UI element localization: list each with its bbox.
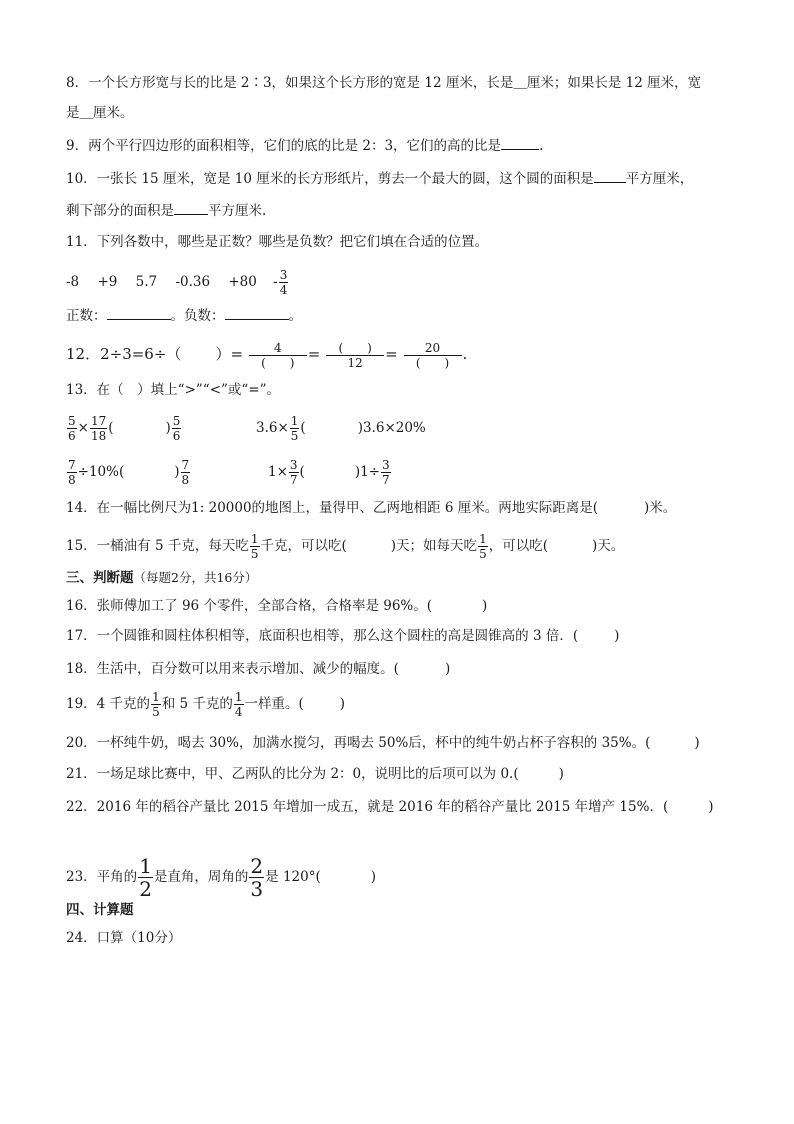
question-17 bbox=[66, 626, 764, 646]
question-21-text: 21．一场足球比赛中，甲、乙两队的比分为 2：0，说明比的后项可以为 0.( bbox=[66, 766, 519, 782]
fraction: $\frac{7}{8}$ bbox=[181, 458, 190, 487]
fraction: $\frac{5}{6}$ bbox=[68, 414, 76, 443]
expression-left: 3.6× bbox=[256, 420, 289, 436]
answer-paren-close: ) bbox=[174, 464, 180, 480]
answer-paren-close: ) bbox=[444, 661, 451, 677]
fraction: $\frac{( )}{12}$ bbox=[326, 342, 384, 369]
question-9 bbox=[66, 135, 764, 156]
question-11-answer bbox=[66, 305, 764, 326]
compare-a bbox=[66, 408, 182, 448]
question-23-text-a: 23．平角的 bbox=[66, 869, 138, 885]
question-15-text-b: 千克，可以吃( bbox=[260, 538, 347, 554]
question-19-text-a: 19．4 千克的 bbox=[66, 696, 151, 712]
question-11-numbers bbox=[66, 264, 764, 300]
question-20-text: 20．一杯纯牛奶，喝去 30%，加满水搅匀，再喝去 50%后，杯中的纯牛奶占杯子容积的 35%。( bbox=[66, 735, 651, 751]
answer-paren-close: ) bbox=[614, 628, 620, 644]
question-14-text: 14．在一幅比例尺为1: 20000的地图上，量得甲、乙两地相距 6 厘米。两地实际距离是( bbox=[66, 500, 598, 516]
question-8-line2: 是＿厘米。 bbox=[66, 105, 134, 121]
fraction: $\frac{5}{6}$ bbox=[172, 414, 181, 443]
question-12-end: . bbox=[462, 345, 468, 363]
fraction: $\frac{20}{( )}$ bbox=[404, 342, 462, 369]
answer-paren-close: ) bbox=[708, 799, 714, 815]
answer-paren-close: ) bbox=[165, 420, 171, 436]
equals-sign: = bbox=[385, 345, 398, 363]
question-10-text-a: 10．一张长 15 厘米，宽是 10 厘米的长方形纸片，剪去一个最大的圆，这个圆的面积是 bbox=[66, 171, 594, 187]
question-24-text: 24．口算（10分） bbox=[66, 930, 182, 946]
negative-answer-blank[interactable] bbox=[225, 305, 289, 320]
fraction: $\frac{7}{8}$ bbox=[68, 458, 76, 487]
positive-answer-blank[interactable] bbox=[107, 305, 171, 320]
compare-b bbox=[256, 408, 426, 448]
question-8-cont bbox=[66, 103, 764, 123]
answer-paren-close: ) bbox=[482, 598, 488, 614]
question-8 bbox=[66, 73, 764, 93]
negative-label: 。负数： bbox=[170, 308, 225, 324]
answer-paren-close: ) bbox=[558, 766, 564, 782]
question-12-prefix: 12．2÷3=6÷（ bbox=[66, 345, 182, 363]
question-15-text-c: )天；如每天吃 bbox=[390, 538, 478, 554]
question-20 bbox=[66, 733, 764, 753]
section-4-heading bbox=[66, 900, 764, 920]
question-10-text-c: 剩下部分的面积是 bbox=[66, 203, 174, 219]
question-14-end: )米。 bbox=[644, 500, 677, 516]
section-note: （每题2分，共16分） bbox=[133, 570, 258, 585]
positive-label: 正数： bbox=[66, 308, 107, 324]
fraction: $\frac{1}{4}$ bbox=[234, 690, 243, 719]
question-8-line1: 8．一个长方形宽与长的比是 2∶3，如果这个长方形的宽是 12 厘米，长是＿厘米；如果长是 12 厘米，宽 bbox=[66, 75, 702, 91]
question-16 bbox=[66, 596, 764, 616]
fraction: $\frac{1}{5}$ bbox=[152, 690, 160, 719]
number-item: +80 bbox=[228, 274, 257, 290]
question-11 bbox=[66, 232, 764, 252]
question-14 bbox=[66, 498, 764, 518]
compare-d bbox=[268, 452, 392, 492]
number-item: 5.7 bbox=[135, 274, 158, 290]
expression-right: )1÷ bbox=[354, 464, 380, 480]
question-17-text: 17．一个圆锥和圆柱体积相等，底面积也相等，那么这个圆柱的高是圆锥高的 3 倍．( bbox=[66, 628, 579, 644]
fraction: $\frac{2}{3}$ bbox=[250, 854, 264, 901]
equals-sign: = bbox=[307, 345, 321, 363]
question-10-text-d: 平方厘米. bbox=[208, 203, 267, 219]
question-18 bbox=[66, 659, 764, 679]
answer-blank[interactable] bbox=[174, 200, 208, 215]
question-15-text-e: )天。 bbox=[591, 538, 625, 554]
question-15 bbox=[66, 528, 764, 564]
answer-blank[interactable] bbox=[594, 168, 626, 183]
number-item: -8 bbox=[66, 274, 80, 290]
question-21 bbox=[66, 764, 764, 784]
answer-paren-close: ) bbox=[370, 869, 377, 885]
question-22 bbox=[66, 797, 764, 817]
fraction: $\frac{3}{4}$ bbox=[279, 268, 288, 297]
question-18-text: 18．生活中，百分数可以用来表示增加、减少的幅度。( bbox=[66, 661, 399, 677]
answer-paren-open: ( bbox=[299, 464, 305, 480]
question-11-end: 。 bbox=[288, 308, 302, 324]
section-3-heading bbox=[66, 568, 764, 588]
question-15-text-d: ，可以吃( bbox=[488, 538, 548, 554]
section-title: 三、判断题 bbox=[66, 570, 134, 586]
compare-c bbox=[66, 452, 191, 492]
question-9-text: 9．两个平行四边形的面积相等，它们的底的比是 2：3，它们的高的比是 bbox=[66, 138, 502, 154]
question-22-text: 22．2016 年的稻谷产量比 2015 年增加一成五，就是 2016 年的稻谷产量比 2015 年增产 15%．( bbox=[66, 799, 669, 815]
number-item: +9 bbox=[97, 274, 118, 290]
question-13-prompt: 13．在（ ）填上“>”“<”或“=”。 bbox=[66, 382, 281, 398]
question-13 bbox=[66, 380, 764, 400]
question-16-text: 16．张师傅加工了 96 个零件，全部合格，合格率是 96%。( bbox=[66, 598, 433, 614]
expression-right: )3.6×20% bbox=[357, 420, 426, 436]
number-item-sign: - bbox=[273, 274, 278, 290]
expression-mid: ÷10%( bbox=[77, 464, 125, 480]
answer-paren-close: ) bbox=[694, 735, 700, 751]
answer-paren-close: ) bbox=[339, 696, 346, 712]
fraction: $\frac{17}{18}$ bbox=[90, 414, 107, 443]
number-item: -0.36 bbox=[175, 274, 211, 290]
fraction: $\frac{3}{7}$ bbox=[382, 458, 390, 487]
question-19 bbox=[66, 686, 764, 722]
fraction: $\frac{4}{( )}$ bbox=[249, 342, 307, 369]
question-12 bbox=[66, 334, 764, 374]
fraction: $\frac{1}{5}$ bbox=[290, 414, 299, 443]
question-10 bbox=[66, 168, 764, 189]
question-11-prompt: 11．下列各数中，哪些是正数？哪些是负数？把它们填在合适的位置。 bbox=[66, 234, 489, 250]
question-19-text-c: 一样重。( bbox=[244, 696, 304, 712]
question-19-text-b: 和 5 千克的 bbox=[161, 696, 233, 712]
fraction: $\frac{1}{5}$ bbox=[250, 532, 259, 561]
question-23-text-c: 是 120°( bbox=[265, 869, 321, 885]
operator: × bbox=[77, 420, 89, 436]
fraction: $\frac{1}{5}$ bbox=[479, 532, 487, 561]
section-title: 四、计算题 bbox=[66, 902, 134, 918]
answer-paren-open: ( bbox=[300, 420, 306, 436]
expression-left: 1× bbox=[268, 464, 288, 480]
question-12-close: ）= bbox=[215, 345, 244, 363]
question-23-text-b: 是直角，周角的 bbox=[153, 869, 249, 885]
question-10-text-b: 平方厘米， bbox=[625, 171, 694, 187]
question-23 bbox=[66, 852, 764, 902]
question-24 bbox=[66, 928, 764, 948]
fraction: $\frac{3}{7}$ bbox=[289, 458, 298, 487]
answer-blank[interactable] bbox=[501, 135, 539, 150]
answer-paren-open: ( bbox=[108, 420, 114, 436]
question-9-end: . bbox=[539, 138, 544, 154]
question-15-text-a: 15．一桶油有 5 千克，每天吃 bbox=[66, 538, 249, 554]
fraction: $\frac{1}{2}$ bbox=[139, 854, 152, 901]
question-10-cont bbox=[66, 200, 764, 221]
